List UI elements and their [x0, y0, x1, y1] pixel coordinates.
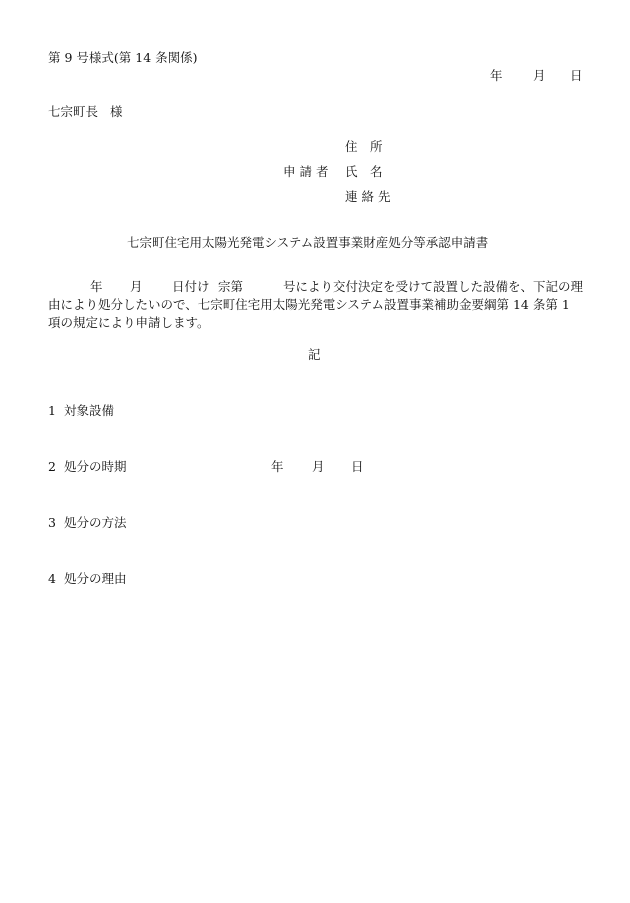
address-label: 住 所	[345, 139, 383, 154]
item-3-number: 3	[48, 515, 56, 530]
disposal-day-label: 日	[351, 459, 364, 474]
ki-heading: 記	[308, 347, 321, 362]
date-year-label: 年	[490, 68, 503, 83]
disposal-year-label: 年	[271, 459, 284, 474]
applicant-label: 申 請 者	[283, 164, 329, 179]
body-line1-month: 月	[130, 279, 143, 294]
disposal-month-label: 月	[312, 459, 325, 474]
body-line2: 由により処分したいので、七宗町住宅用太陽光発電システム設置事業補助金要綱第 14 条第 1	[48, 297, 570, 312]
contact-label: 連 絡 先	[345, 189, 391, 204]
date-month-label: 月	[533, 68, 546, 83]
body-line1-rest: 号により交付決定を受けて設置した設備を、下記の理	[283, 279, 584, 294]
form-number: 第 9 号様式(第 14 条関係)	[48, 50, 198, 65]
body-line1-year: 年	[90, 279, 103, 294]
item-4-label: 処分の理由	[64, 571, 127, 586]
item-3-label: 処分の方法	[64, 515, 127, 530]
item-2-label: 処分の時期	[64, 459, 127, 474]
addressee-name: 七宗町長	[48, 104, 99, 119]
item-2-number: 2	[48, 459, 56, 474]
item-1-label: 対象設備	[64, 403, 115, 418]
body-line1-sou: 宗第	[218, 279, 244, 294]
item-1-number: 1	[48, 403, 56, 418]
document-title: 七宗町住宅用太陽光発電システム設置事業財産処分等承認申請書	[127, 235, 489, 250]
name-label: 氏 名	[345, 164, 383, 179]
body-line3: 項の規定により申請します。	[48, 315, 210, 330]
body-line1-day: 日付け	[172, 279, 210, 294]
date-day-label: 日	[570, 68, 583, 83]
item-4-number: 4	[48, 571, 56, 586]
addressee-honorific: 様	[110, 104, 123, 119]
